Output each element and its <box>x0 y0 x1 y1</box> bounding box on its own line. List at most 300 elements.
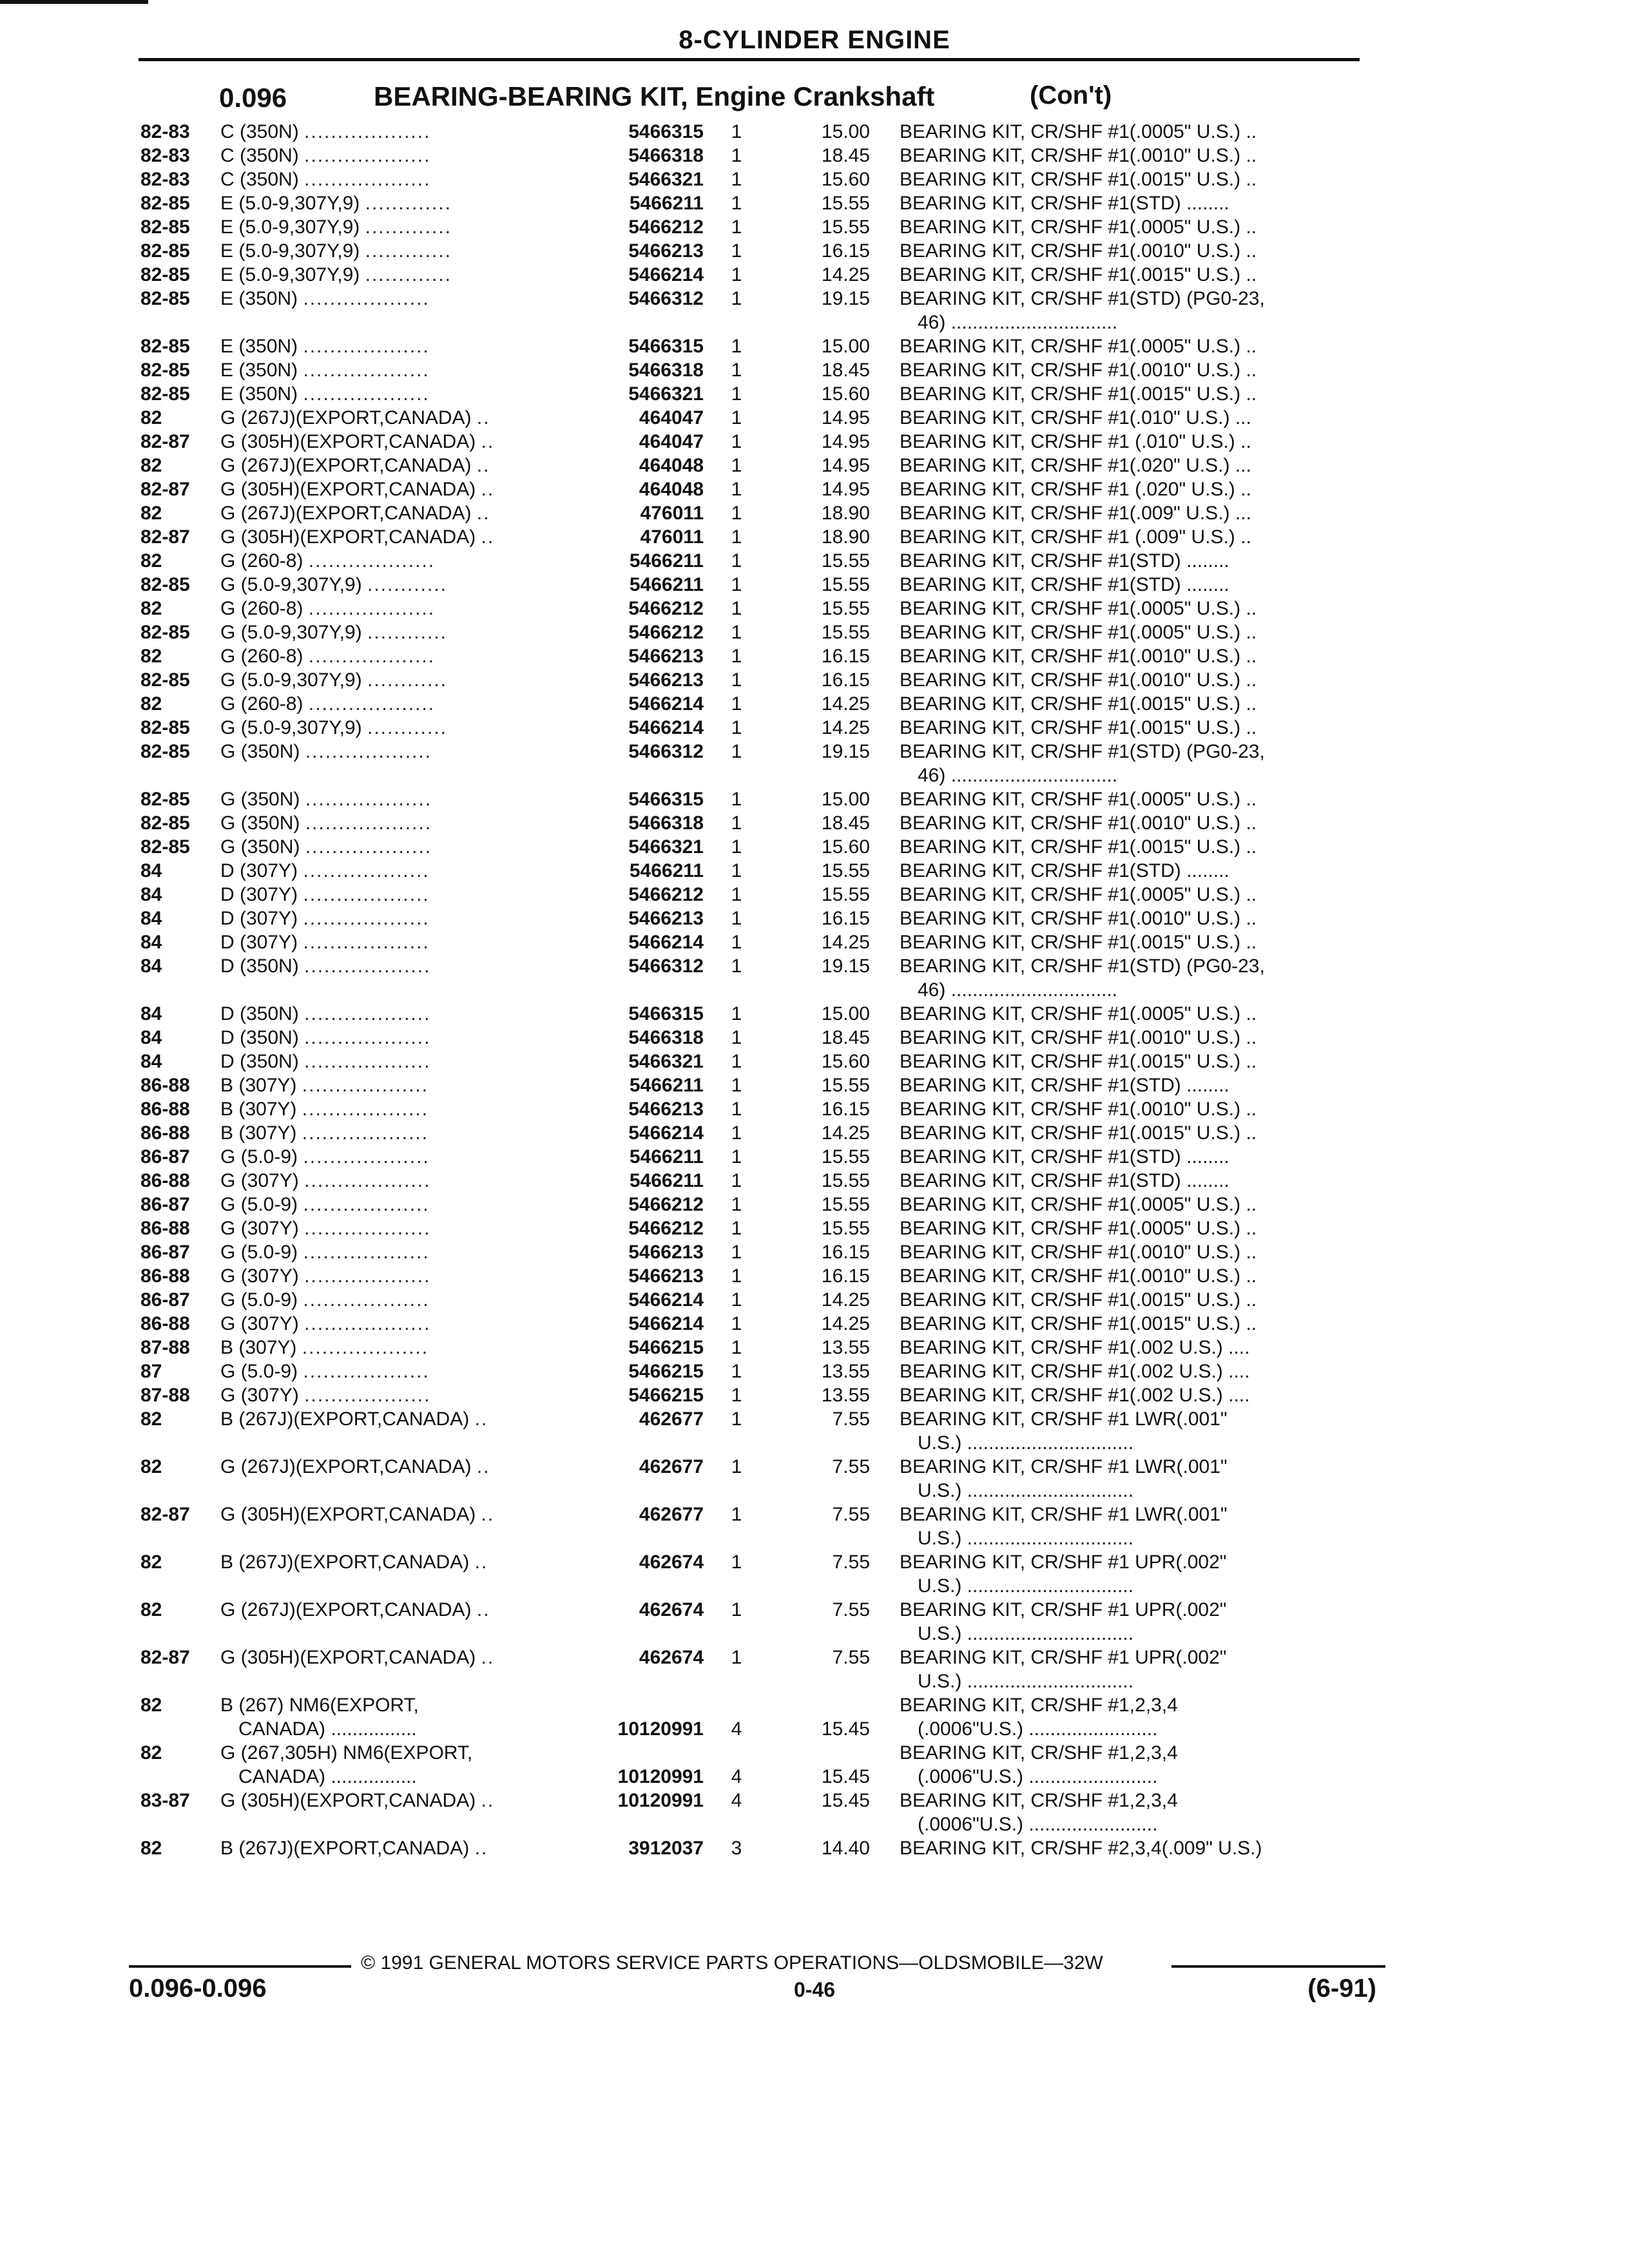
leader-dots: ................... <box>302 1075 429 1096</box>
model-years: 82 <box>140 1695 162 1716</box>
model-years: 82 <box>140 1456 162 1477</box>
description-text: BEARING KIT, CR/SHF #1(.0005" U.S.) .. <box>900 1194 1257 1215</box>
description <box>900 954 1265 1002</box>
price: 15.55 <box>821 550 870 572</box>
leader-dots: ................... <box>304 169 431 190</box>
price: 14.95 <box>821 479 870 500</box>
application <box>220 859 430 883</box>
quantity: 1 <box>731 1194 742 1215</box>
revision-date: (6-91) <box>1307 1974 1376 2003</box>
application-text: G (267J)(EXPORT,CANADA) <box>220 1599 472 1620</box>
price: 14.25 <box>821 1289 870 1311</box>
price: 15.55 <box>821 1194 870 1215</box>
application <box>220 215 452 239</box>
application <box>220 1789 494 1812</box>
price: 13.55 <box>821 1385 870 1406</box>
part-number: 5466315 <box>628 789 704 810</box>
description-continued: U.S.) ............................... <box>918 1623 1134 1644</box>
price: 18.90 <box>821 503 870 524</box>
price: 16.15 <box>821 908 870 929</box>
application-text: G (5.0-9) <box>220 1289 298 1311</box>
quantity: 1 <box>731 1385 742 1406</box>
parts-list <box>0 120 1629 1860</box>
copyright-text: © 1991 GENERAL MOTORS SERVICE PARTS OPERATIONS—OLDSMOBILE—32W <box>361 1952 1103 1974</box>
leader-dots: ................... <box>305 789 432 810</box>
price: 16.15 <box>821 646 870 667</box>
quantity: 4 <box>731 1718 742 1740</box>
description <box>900 334 1257 358</box>
table-row <box>0 1121 1629 1145</box>
application <box>220 1741 472 1789</box>
application <box>220 787 432 811</box>
description-continued: 46) ............................... <box>918 765 1118 786</box>
table-row <box>0 1336 1629 1360</box>
part-number: 464047 <box>639 407 704 428</box>
leader-dots: ............. <box>365 264 452 285</box>
application-text: G (307Y) <box>220 1385 299 1406</box>
price: 18.45 <box>821 812 870 834</box>
part-number: 5466214 <box>628 264 704 285</box>
description <box>900 1169 1229 1193</box>
description <box>900 644 1257 668</box>
quantity: 1 <box>731 1599 742 1620</box>
price: 15.45 <box>821 1766 870 1787</box>
table-row <box>0 1097 1629 1121</box>
model-years: 82 <box>140 598 162 619</box>
application-text: D (350N) <box>220 1027 299 1048</box>
table-row <box>0 287 1629 334</box>
quantity: 1 <box>731 240 742 262</box>
application <box>220 477 494 501</box>
application <box>220 1216 430 1240</box>
part-number: 5466318 <box>628 145 704 166</box>
description <box>900 1193 1257 1216</box>
model-years: 84 <box>140 884 162 905</box>
price: 14.25 <box>821 1313 870 1334</box>
leader-dots: .. <box>474 1838 488 1859</box>
description-text: BEARING KIT, CR/SHF #1(.0005" U.S.) .. <box>900 1003 1257 1024</box>
application-text: E (350N) <box>220 360 298 381</box>
table-row <box>0 716 1629 740</box>
description <box>900 263 1257 287</box>
description <box>900 1312 1257 1336</box>
quantity: 1 <box>731 1051 742 1072</box>
quantity: 1 <box>731 1003 742 1024</box>
application-text: B (267J)(EXPORT,CANADA) <box>220 1552 470 1573</box>
description-text: BEARING KIT, CR/SHF #1(STD) (PG0-23, <box>900 956 1265 977</box>
description-continued: U.S.) ............................... <box>918 1528 1134 1549</box>
application <box>220 1240 430 1264</box>
description <box>900 454 1251 477</box>
part-number: 5466213 <box>628 240 704 262</box>
application-text: G (260-8) <box>220 550 304 572</box>
description-text: BEARING KIT, CR/SHF #1(.0010" U.S.) .. <box>900 1242 1257 1263</box>
description-text: BEARING KIT, CR/SHF #1 LWR(.001" <box>900 1504 1228 1525</box>
model-years: 82-85 <box>140 240 190 262</box>
leader-dots: ................... <box>303 1361 430 1382</box>
quantity: 1 <box>731 1456 742 1477</box>
engine-title: 8-CYLINDER ENGINE <box>679 26 950 54</box>
table-row <box>0 1216 1629 1240</box>
price: 15.00 <box>821 336 870 357</box>
application <box>220 1145 430 1169</box>
table-row <box>0 144 1629 168</box>
quantity: 1 <box>731 1099 742 1120</box>
model-years: 86-87 <box>140 1289 190 1311</box>
description-text: BEARING KIT, CR/SHF #1 UPR(.002" <box>900 1647 1227 1668</box>
description <box>900 692 1257 716</box>
part-number: 5466312 <box>628 956 704 977</box>
application-text: G (350N) <box>220 741 300 762</box>
model-years: 82-85 <box>140 836 190 858</box>
application-text: G (267,305H) NM6(EXPORT, <box>220 1742 473 1763</box>
quantity: 1 <box>731 860 742 881</box>
continued-label: (Con't) <box>1030 81 1112 110</box>
part-number: 5466214 <box>628 1289 704 1311</box>
quantity: 1 <box>731 1313 742 1334</box>
table-row <box>0 120 1629 144</box>
quantity: 1 <box>731 193 742 214</box>
description-continued: U.S.) ............................... <box>918 1480 1134 1501</box>
application <box>220 287 430 311</box>
description-text: BEARING KIT, CR/SHF #1(.0015" U.S.) .. <box>900 717 1257 738</box>
table-row <box>0 1693 1629 1741</box>
application-text: B (267J)(EXPORT,CANADA) <box>220 1838 470 1859</box>
part-number: 5466212 <box>628 598 704 619</box>
table-row <box>0 1455 1629 1503</box>
part-number: 5466212 <box>628 884 704 905</box>
quantity: 1 <box>731 145 742 166</box>
description <box>900 382 1257 406</box>
model-years: 84 <box>140 956 162 977</box>
application-text: C (350N) <box>220 121 299 142</box>
quantity: 1 <box>731 574 742 595</box>
table-row <box>0 454 1629 477</box>
description-text: BEARING KIT, CR/SHF #1(.002 U.S.) .... <box>900 1385 1250 1406</box>
application <box>220 1169 430 1193</box>
table-row <box>0 525 1629 549</box>
description <box>900 835 1257 859</box>
description-continued: 46) ............................... <box>918 979 1118 1001</box>
table-row <box>0 1646 1629 1693</box>
application-text: D (350N) <box>220 956 299 977</box>
price: 16.15 <box>821 669 870 691</box>
table-row <box>0 1050 1629 1073</box>
model-years: 86-88 <box>140 1075 190 1096</box>
model-years: 82-87 <box>140 479 190 500</box>
description <box>900 859 1229 883</box>
leader-dots: ................... <box>302 1099 429 1120</box>
leader-dots: .. <box>481 526 495 548</box>
application-text: B (307Y) <box>220 1099 297 1120</box>
table-row <box>0 1312 1629 1336</box>
description <box>900 1383 1249 1407</box>
application <box>220 1455 490 1479</box>
description <box>900 1598 1226 1646</box>
description <box>900 168 1257 191</box>
quantity: 1 <box>731 383 742 405</box>
description <box>900 1002 1257 1026</box>
description-text: BEARING KIT, CR/SHF #1(.0015" U.S.) .. <box>900 264 1257 285</box>
application <box>220 358 430 382</box>
table-row <box>0 1264 1629 1288</box>
table-row <box>0 1145 1629 1169</box>
table-row <box>0 1288 1629 1312</box>
price: 7.55 <box>832 1504 870 1525</box>
description-text: BEARING KIT, CR/SHF #1(.0005" U.S.) .. <box>900 1218 1257 1239</box>
part-number: 462674 <box>639 1599 704 1620</box>
price: 15.55 <box>821 622 870 643</box>
leader-dots: .. <box>481 1790 495 1811</box>
price: 16.15 <box>821 1242 870 1263</box>
quantity: 1 <box>731 431 742 452</box>
application <box>220 1002 430 1026</box>
application-text: B (307Y) <box>220 1075 297 1096</box>
description-text: BEARING KIT, CR/SHF #1(STD) ........ <box>900 860 1229 881</box>
part-number: 5466321 <box>628 383 704 405</box>
application <box>220 1693 419 1741</box>
price: 7.55 <box>832 1408 870 1430</box>
application-text: G (5.0-9,307Y,9) <box>220 669 362 691</box>
description-text: BEARING KIT, CR/SHF #1(.0010" U.S.) .. <box>900 1265 1257 1287</box>
description <box>900 811 1257 835</box>
description-continued: 46) ............................... <box>918 312 1118 333</box>
table-row <box>0 1169 1629 1193</box>
table-row <box>0 859 1629 883</box>
model-years: 86-88 <box>140 1122 190 1144</box>
leader-dots: ................... <box>305 812 432 834</box>
title-rule <box>139 58 1360 61</box>
table-row <box>0 930 1629 954</box>
model-years: 86-88 <box>140 1265 190 1287</box>
application-text: E (5.0-9,307Y,9) <box>220 264 360 285</box>
application <box>220 334 430 358</box>
application-text: G (305H)(EXPORT,CANADA) <box>220 479 476 500</box>
application <box>220 620 447 644</box>
description <box>900 1073 1229 1097</box>
description <box>900 620 1257 644</box>
application <box>220 1598 490 1622</box>
description-text: BEARING KIT, CR/SHF #1(.0015" U.S.) .. <box>900 1289 1257 1311</box>
description <box>900 430 1251 454</box>
model-years: 82-87 <box>140 1504 190 1525</box>
application <box>220 120 430 144</box>
application-text: G (305H)(EXPORT,CANADA) <box>220 1790 476 1811</box>
model-years: 83-87 <box>140 1790 190 1811</box>
description-text: BEARING KIT, CR/SHF #1(STD) ........ <box>900 1146 1229 1168</box>
description-text: BEARING KIT, CR/SHF #1(.0005" U.S.) .. <box>900 216 1257 238</box>
application-text: G (307Y) <box>220 1265 299 1287</box>
description <box>900 1121 1257 1145</box>
part-number: 464048 <box>639 479 704 500</box>
model-years: 82-85 <box>140 360 190 381</box>
description-text: BEARING KIT, CR/SHF #1 (.010" U.S.) .. <box>900 431 1251 452</box>
description-text: BEARING KIT, CR/SHF #1(.0010" U.S.) .. <box>900 669 1257 691</box>
leader-dots: ................... <box>305 741 432 762</box>
application-text: C (350N) <box>220 169 299 190</box>
quantity: 1 <box>731 288 742 309</box>
description-text: BEARING KIT, CR/SHF #1(.0010" U.S.) .. <box>900 646 1257 667</box>
table-row <box>0 954 1629 1002</box>
part-number: 5466211 <box>629 574 704 595</box>
application-text: G (267J)(EXPORT,CANADA) <box>220 503 472 524</box>
description-continued: (.0006"U.S.) ........................ <box>918 1766 1158 1787</box>
leader-dots: ................... <box>304 1170 431 1191</box>
application-text: G (350N) <box>220 789 300 810</box>
description-text: BEARING KIT, CR/SHF #1,2,3,4 <box>900 1695 1178 1716</box>
quantity: 1 <box>731 169 742 190</box>
description-text: BEARING KIT, CR/SHF #1(.0005" U.S.) .. <box>900 884 1257 905</box>
quantity: 1 <box>731 455 742 476</box>
model-years: 82-85 <box>140 336 190 357</box>
description-text: BEARING KIT, CR/SHF #2,3,4(.009" U.S.) <box>900 1838 1262 1859</box>
description <box>900 1789 1178 1836</box>
table-row <box>0 382 1629 406</box>
description <box>900 215 1257 239</box>
leader-dots: .. <box>476 407 490 428</box>
application <box>220 835 432 859</box>
price: 16.15 <box>821 1265 870 1287</box>
application <box>220 1646 494 1669</box>
quantity: 1 <box>731 121 742 142</box>
quantity: 1 <box>731 1504 742 1525</box>
price: 15.55 <box>821 860 870 881</box>
part-number: 5466214 <box>628 1313 704 1334</box>
leader-dots: .. <box>476 503 490 524</box>
price: 18.45 <box>821 1027 870 1048</box>
model-years: 82 <box>140 407 162 428</box>
description-text: BEARING KIT, CR/SHF #1(.0010" U.S.) .. <box>900 145 1257 166</box>
model-years: 84 <box>140 1051 162 1072</box>
application-text: G (5.0-9,307Y,9) <box>220 622 362 643</box>
part-number: 5466215 <box>628 1385 704 1406</box>
model-years: 82-85 <box>140 264 190 285</box>
quantity: 1 <box>731 956 742 977</box>
description <box>900 525 1251 549</box>
description-text: BEARING KIT, CR/SHF #1 UPR(.002" <box>900 1552 1227 1573</box>
application <box>220 907 430 930</box>
description-continued: U.S.) ............................... <box>918 1671 1134 1692</box>
leader-dots: ................... <box>304 1218 431 1239</box>
description <box>900 287 1265 334</box>
model-years: 84 <box>140 1027 162 1048</box>
application <box>220 430 494 454</box>
application-text: D (350N) <box>220 1003 299 1024</box>
application <box>220 168 430 191</box>
description <box>900 191 1229 215</box>
application <box>220 1193 430 1216</box>
part-number: 5466215 <box>628 1337 704 1358</box>
description <box>900 1741 1178 1789</box>
leader-dots: ................... <box>303 908 430 929</box>
table-row <box>0 644 1629 668</box>
leader-dots: ................... <box>304 1313 431 1334</box>
page-number: 0-46 <box>793 1978 836 2001</box>
application-text: G (5.0-9,307Y,9) <box>220 574 362 595</box>
model-years: 82-85 <box>140 574 190 595</box>
section-range: 0.096-0.096 <box>129 1974 267 2003</box>
description <box>900 1646 1226 1693</box>
price: 14.40 <box>821 1838 870 1859</box>
table-row <box>0 168 1629 191</box>
description-text: BEARING KIT, CR/SHF #1(.0015" U.S.) .. <box>900 932 1257 953</box>
application <box>220 144 430 168</box>
description-text: BEARING KIT, CR/SHF #1(.0015" U.S.) .. <box>900 1122 1257 1144</box>
model-years: 86-87 <box>140 1146 190 1168</box>
part-number: 10120991 <box>617 1718 704 1740</box>
description <box>900 144 1257 168</box>
application <box>220 668 447 692</box>
model-years: 84 <box>140 1003 162 1024</box>
part-number: 5466312 <box>628 288 704 309</box>
model-years: 87-88 <box>140 1337 190 1358</box>
model-years: 82-83 <box>140 121 190 142</box>
quantity: 1 <box>731 836 742 858</box>
description <box>900 1288 1257 1312</box>
table-row <box>0 239 1629 263</box>
price: 15.45 <box>821 1790 870 1811</box>
application <box>220 1503 494 1526</box>
part-number: 5466213 <box>628 1099 704 1120</box>
application <box>220 501 490 525</box>
table-row <box>0 835 1629 859</box>
description-text: BEARING KIT, CR/SHF #1(.009" U.S.) ... <box>900 503 1251 524</box>
footer-rule-left <box>129 1965 351 1968</box>
section-title: BEARING-BEARING KIT, Engine Crankshaft <box>374 81 935 111</box>
leader-dots: ................... <box>303 1194 430 1215</box>
quantity: 1 <box>731 1218 742 1239</box>
leader-dots: ................... <box>303 383 430 405</box>
model-years: 82 <box>140 1838 162 1859</box>
application <box>220 549 435 573</box>
description <box>900 1097 1257 1121</box>
description <box>900 1455 1228 1503</box>
leader-dots: ................... <box>304 121 431 142</box>
price: 15.60 <box>821 836 870 858</box>
quantity: 4 <box>731 1766 742 1787</box>
application <box>220 525 494 549</box>
table-row <box>0 1383 1629 1407</box>
price: 15.55 <box>821 574 870 595</box>
leader-dots: .. <box>474 1552 488 1573</box>
quantity: 1 <box>731 884 742 905</box>
table-row <box>0 1836 1629 1860</box>
part-number: 5466212 <box>628 1218 704 1239</box>
quantity: 1 <box>731 646 742 667</box>
application <box>220 930 430 954</box>
table-row <box>0 692 1629 716</box>
part-number: 5466321 <box>628 1051 704 1072</box>
part-number: 5466212 <box>628 216 704 238</box>
description <box>900 1360 1249 1383</box>
application-text: E (5.0-9,307Y,9) <box>220 216 360 238</box>
application-text: B (307Y) <box>220 1122 297 1144</box>
part-number: 462674 <box>639 1552 704 1573</box>
quantity: 1 <box>731 1289 742 1311</box>
price: 18.45 <box>821 360 870 381</box>
description-text: BEARING KIT, CR/SHF #1(.0010" U.S.) .. <box>900 812 1257 834</box>
part-number: 5466214 <box>628 932 704 953</box>
table-row <box>0 191 1629 215</box>
quantity: 1 <box>731 669 742 691</box>
application <box>220 1050 430 1073</box>
table-row <box>0 1240 1629 1264</box>
price: 13.55 <box>821 1361 870 1382</box>
application <box>220 239 452 263</box>
description-text: BEARING KIT, CR/SHF #1(.0005" U.S.) .. <box>900 121 1257 142</box>
leader-dots: ............ <box>367 669 447 691</box>
leader-dots: ................... <box>303 1242 430 1263</box>
